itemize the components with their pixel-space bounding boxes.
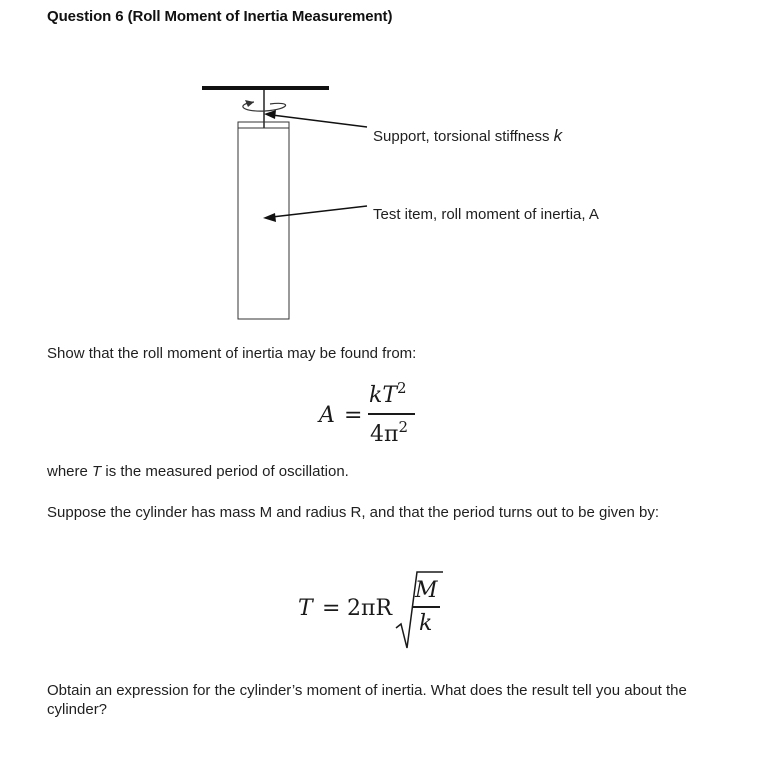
support-leader-line	[272, 115, 367, 127]
eq1-numerator-exponent: 2	[397, 379, 407, 397]
eq2-coefficient: 2πR	[347, 596, 393, 621]
support-label	[373, 126, 562, 146]
where-text	[47, 462, 349, 481]
test-cylinder	[238, 128, 289, 319]
eq1-denominator-exponent: 2	[398, 418, 409, 436]
support-label-text: Support, torsional stiffness	[373, 128, 554, 145]
show-that-text: Show that the roll moment of inertia may be found from:	[47, 345, 417, 362]
eq2-fraction-bar	[413, 606, 440, 608]
eq1-numerator	[369, 379, 407, 408]
eq1-numerator-base: kT	[369, 383, 398, 408]
support-label-symbol: k	[553, 126, 563, 145]
suppose-text: Suppose the cylinder has mass M and radius R, and that the period turns out to be given by:	[47, 504, 660, 521]
eq1-denominator	[370, 418, 408, 447]
eq2-radicand-numerator: M	[415, 578, 438, 603]
obtain-text: Obtain an expression for the cylinder’s moment of inertia. What does the result tell you about the cylinder?	[47, 682, 687, 718]
eq1-denominator-base: 4π	[370, 422, 399, 447]
eq2-lhs: T	[298, 596, 313, 621]
where-symbol: T	[92, 463, 102, 480]
item-leader-line	[272, 206, 367, 217]
item-label: Test item, roll moment of inertia, A	[373, 206, 599, 223]
eq2-radicand-denominator: k	[419, 611, 433, 636]
torsion-pendulum-diagram	[0, 0, 763, 340]
question-title: Question 6 (Roll Moment of Inertia Measurement)	[47, 8, 393, 25]
where-prefix: where	[47, 463, 93, 480]
eq2-equals: =	[322, 596, 341, 621]
item-leader-arrowhead-icon	[263, 213, 276, 222]
eq1-equals: =	[344, 403, 363, 428]
where-suffix: is the measured period of oscillation.	[101, 463, 349, 480]
eq1-fraction-bar	[368, 413, 415, 415]
eq1-lhs: A	[319, 403, 335, 428]
